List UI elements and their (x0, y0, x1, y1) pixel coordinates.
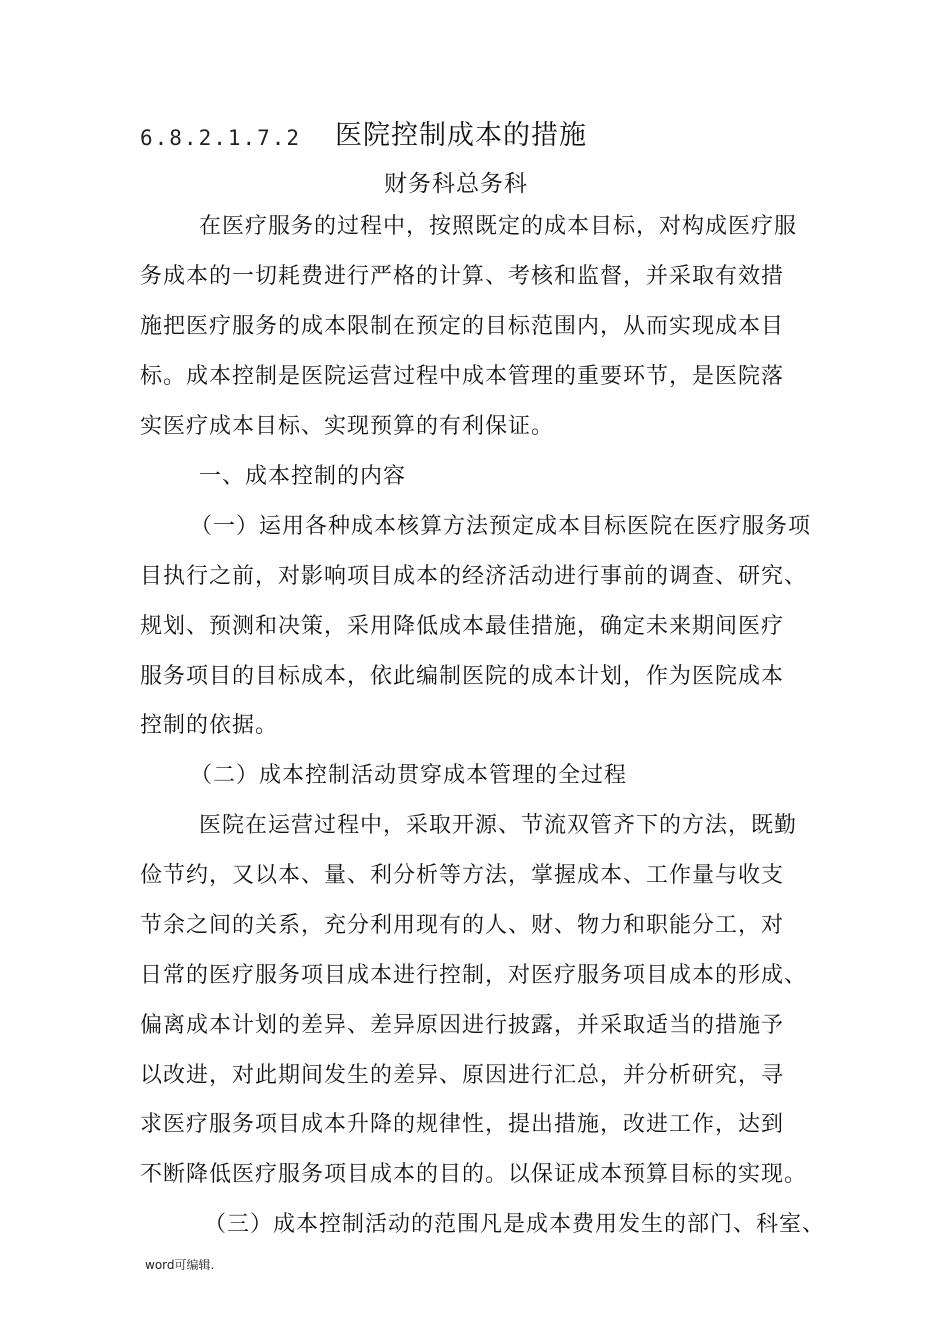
text-line: 施把医疗服务的成本限制在预定的目标范围内，从而实现成本目 (140, 314, 785, 339)
text-line: 不断降低医疗服务项目成本的目的。以保证成本预算目标的实现。 (140, 1162, 808, 1187)
footer-note: word可编辑. (145, 1258, 215, 1272)
text-line: 以改进，对此期间发生的差异、原因进行汇总，并分析研究，寻 (140, 1063, 785, 1088)
text-line: 规划、预测和决策，采用降低成本最佳措施，确定未来期间医疗 (140, 614, 785, 639)
text-line: 服务项目的目标成本，依此编制医院的成本计划，作为医院成本 (140, 664, 785, 689)
section-number: 6.8.2.1.7.2 (140, 126, 302, 150)
text-line: 标。成本控制是医院运营过程中成本管理的重要环节，是医院落 (140, 364, 785, 389)
text-line: 目执行之前，对影响项目成本的经济活动进行事前的调查、研究、 (140, 564, 808, 589)
text-line: 求医疗服务项目成本升降的规律性，提出措施，改进工作，达到 (140, 1112, 785, 1137)
text-line: 在医疗服务的过程中，按照既定的成本目标，对构成医疗服 (199, 214, 798, 239)
text-line: 医院在运营过程中，采取开源、节流双管齐下的方法，既勤 (199, 813, 798, 838)
document-title: 医院控制成本的措施 (335, 120, 587, 151)
document-subtitle: 财务科总务科 (384, 171, 528, 197)
text-line: 节余之间的关系，充分利用现有的人、财、物力和职能分工，对 (140, 913, 785, 938)
section-heading: 一、成本控制的内容 (199, 464, 407, 489)
text-line: 偏离成本计划的差异、差异原因进行披露，并采取适当的措施予 (140, 1013, 785, 1038)
text-line: 日常的医疗服务项目成本进行控制，对医疗服务项目成本的形成、 (140, 963, 808, 988)
text-line: （三）成本控制活动的范围凡是成本费用发生的部门、科室、 (204, 1212, 826, 1237)
text-line: 控制的依据。 (140, 713, 279, 738)
text-line: 务成本的一切耗费进行严格的计算、考核和监督，并采取有效措 (140, 264, 785, 289)
subsection-heading: （二）成本控制活动贯穿成本管理的全过程 (190, 763, 628, 788)
text-line: 实医疗成本目标、实现预算的有利保证。 (140, 414, 555, 439)
text-line: （一）运用各种成本核算方法预定成本目标医院在医疗服务项 (190, 514, 812, 539)
text-line: 俭节约，又以本、量、利分析等方法，掌握成本、工作量与收支 (140, 863, 785, 888)
